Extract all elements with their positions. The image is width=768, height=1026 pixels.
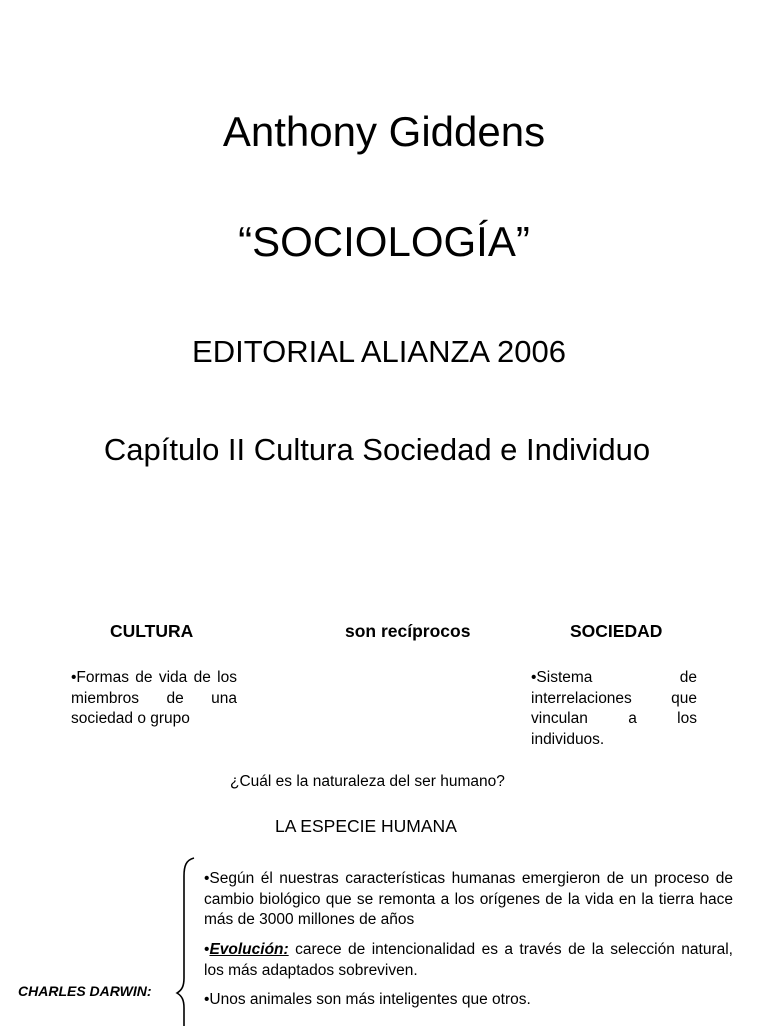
cultura-heading: CULTURA <box>110 621 194 641</box>
chapter-title: Capítulo II Cultura Sociedad e Individuo <box>103 432 651 467</box>
book-title: “SOCIOLOGÍA” <box>238 218 530 265</box>
question-line: ¿Cuál es la naturaleza del ser humano? <box>230 773 505 790</box>
author-name: Anthony Giddens <box>222 108 546 155</box>
publisher-line: EDITORIAL ALIANZA 2006 <box>192 334 566 369</box>
darwin-point-1: •Según él nuestras características humanas emergieron de un proceso de cambio biológico que se remonta a los orígenes de la vida en la tierra hace más de 3000 millones de años <box>204 870 733 929</box>
curly-brace-icon <box>174 856 198 1026</box>
reciprocal-heading: son recíprocos <box>345 621 471 641</box>
darwin-point-2 <box>204 940 733 981</box>
sociedad-definition: •Sistema de interrelaciones que vinculan a los individuos. <box>531 669 697 748</box>
bullet-mark: • <box>204 941 210 958</box>
evolution-text: carece de intencionalidad es a través de la selección natural, los más adaptados sobreviven. <box>204 941 733 979</box>
evolution-term: Evolución: <box>209 941 289 958</box>
darwin-label: CHARLES DARWIN: <box>18 983 152 999</box>
sociedad-heading: SOCIEDAD <box>570 621 663 641</box>
cultura-definition: •Formas de vida de los miembros de una sociedad o grupo <box>71 669 237 728</box>
darwin-point-3: •Unos animales son más inteligentes que otros. <box>204 991 531 1008</box>
section-heading: LA ESPECIE HUMANA <box>275 816 457 836</box>
